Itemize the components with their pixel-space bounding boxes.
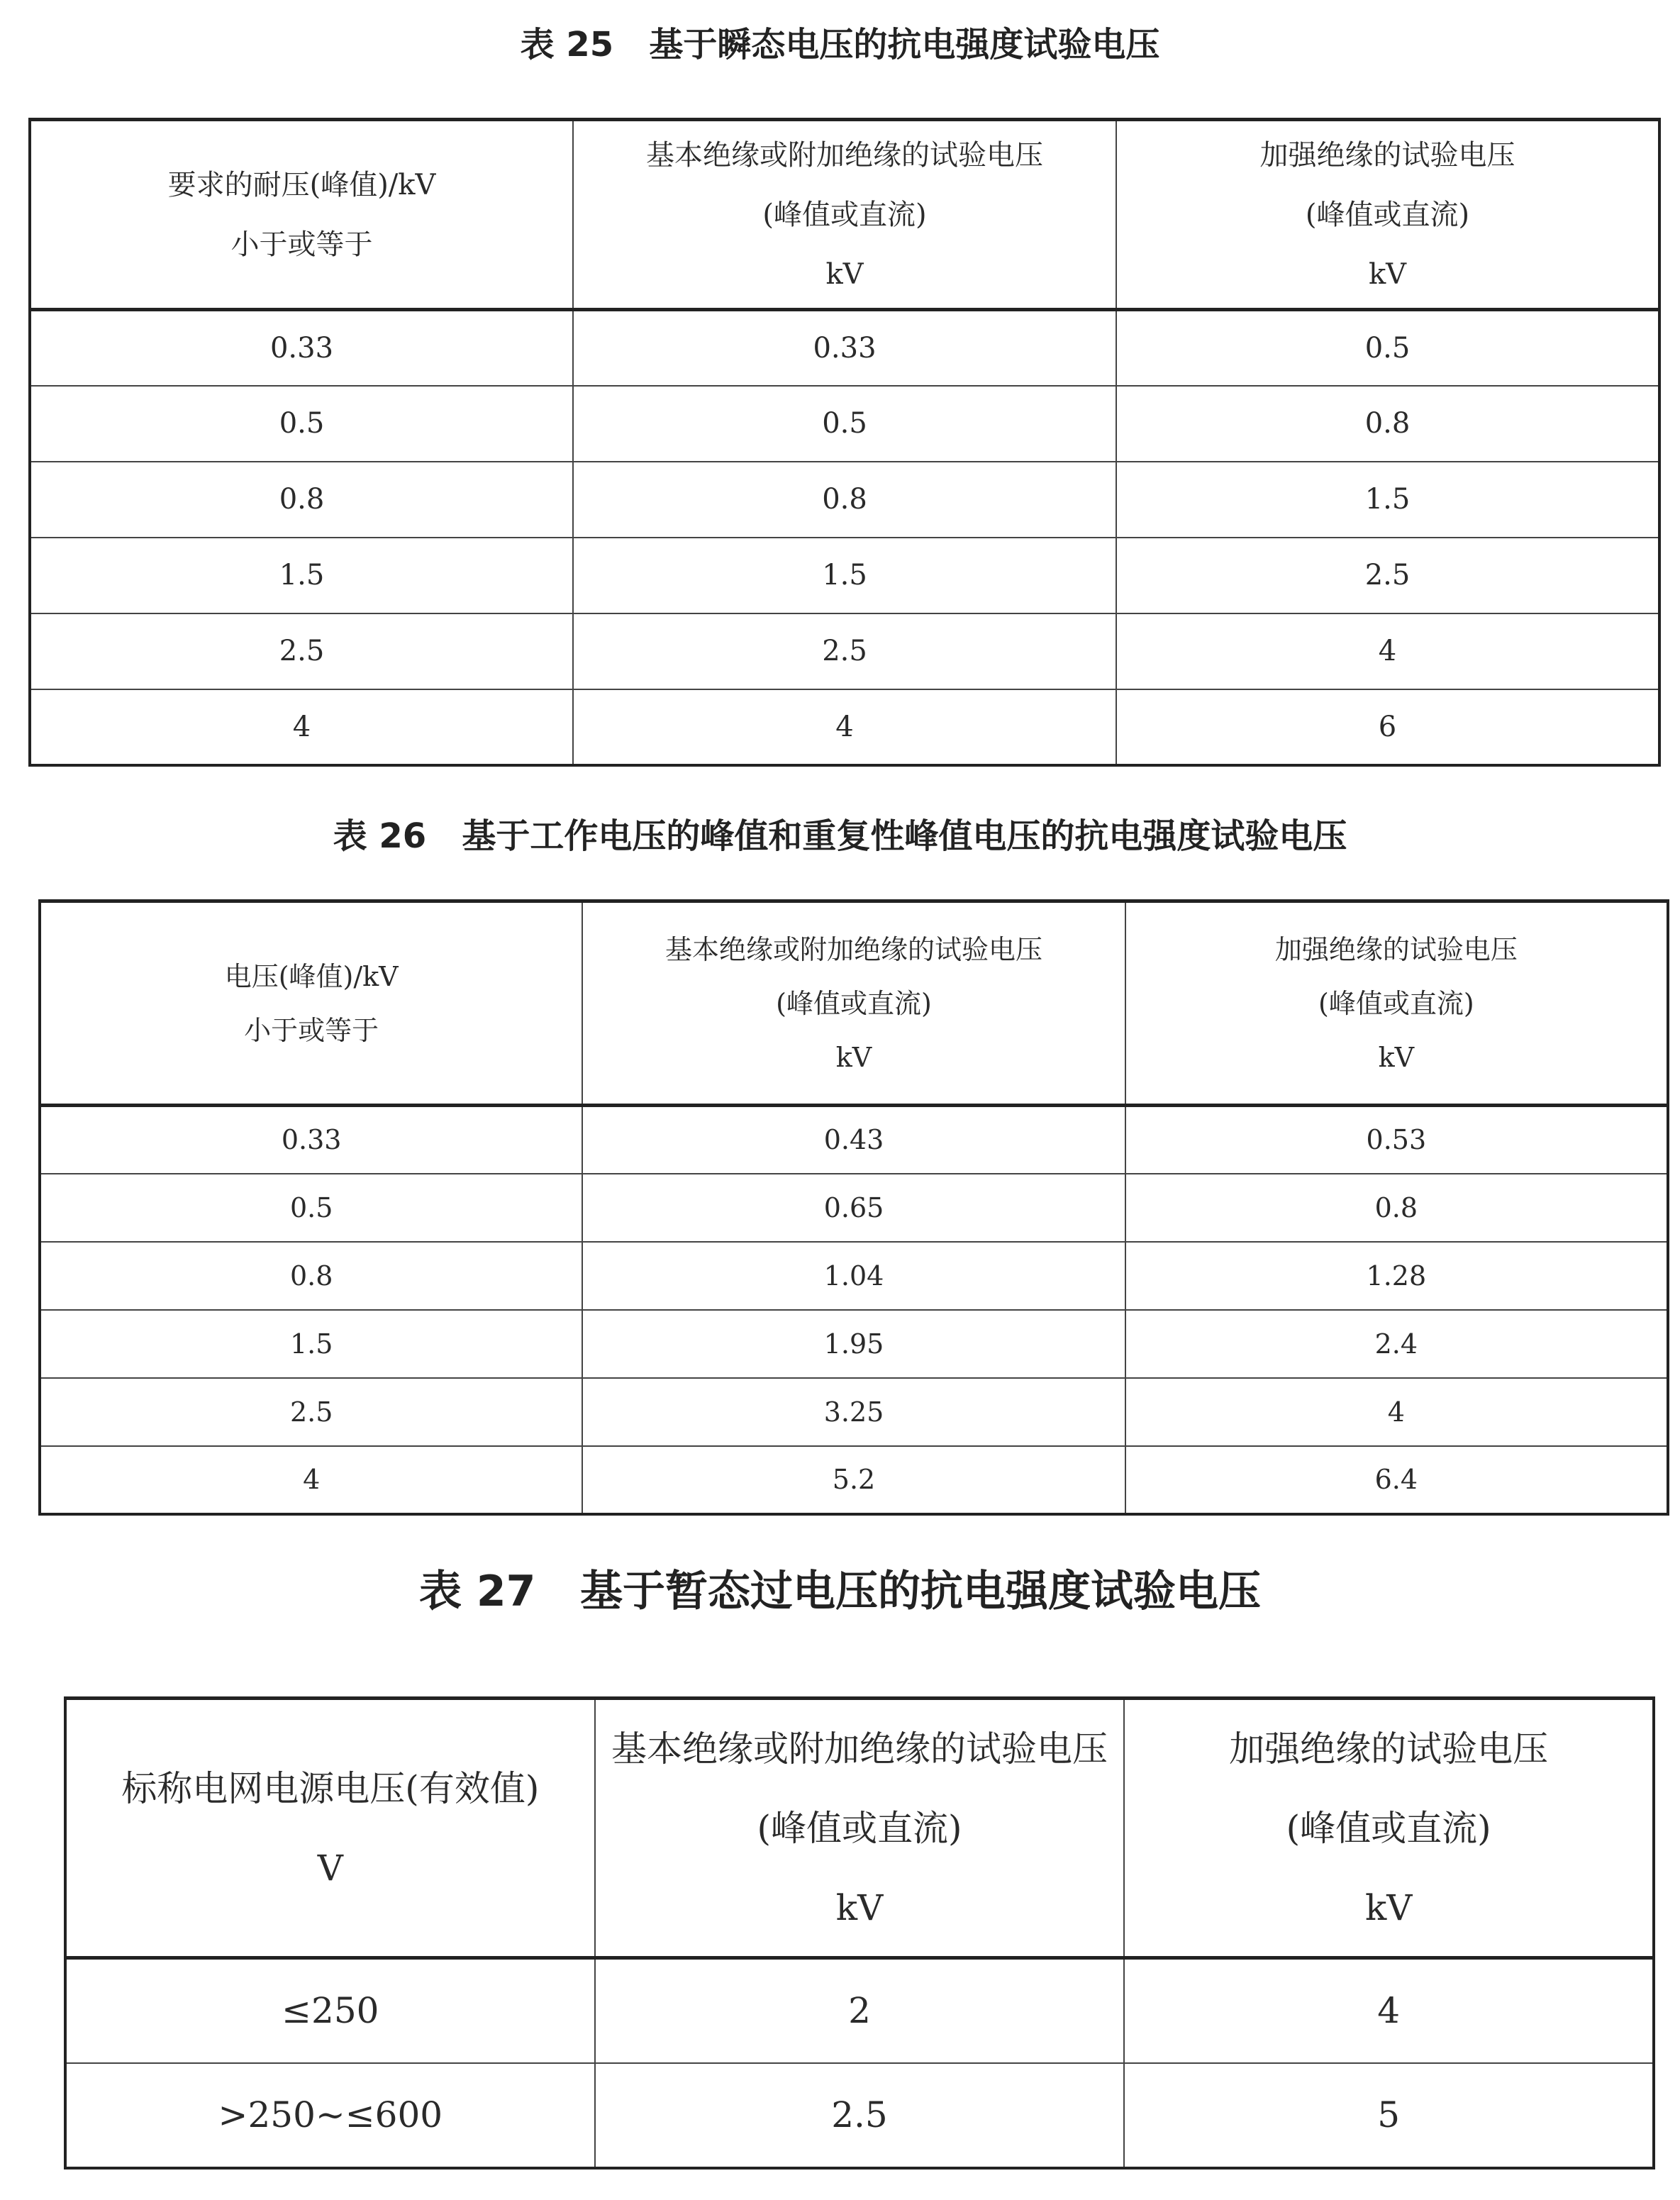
column-header-line: 标称电网电源电压(有效值) bbox=[121, 1767, 540, 1809]
table-cell: 2.5 bbox=[595, 2063, 1125, 2168]
table-cell: 0.8 bbox=[1116, 386, 1659, 462]
table-26 bbox=[38, 899, 1669, 1516]
table-row bbox=[40, 1106, 1668, 1174]
column-header-line: 基本绝缘或附加绝缘的试验电压 bbox=[646, 138, 1043, 172]
column-header-line: 基本绝缘或附加绝缘的试验电压 bbox=[664, 933, 1042, 965]
table-27-caption: 表 27 基于暂态过电压的抗电强度试验电压 bbox=[418, 1567, 1262, 1616]
table-row bbox=[40, 1174, 1668, 1242]
table-cell: 2.5 bbox=[40, 1378, 582, 1446]
table-cell: 2.5 bbox=[30, 613, 573, 689]
column-header-line: kV bbox=[835, 1887, 884, 1928]
table-cell: 1.5 bbox=[40, 1310, 582, 1378]
table-cell: 0.8 bbox=[30, 462, 573, 538]
table-cell: 4 bbox=[1125, 1378, 1668, 1446]
table-cell: 5 bbox=[1124, 2063, 1654, 2168]
column-header-line: (峰值或直流) bbox=[1286, 1807, 1491, 1849]
column-header-line: 加强绝缘的试验电压 bbox=[1259, 138, 1515, 172]
column-header-line: kV bbox=[1378, 1041, 1415, 1073]
table-cell: 2.4 bbox=[1125, 1310, 1668, 1378]
column-header-line: V bbox=[317, 1847, 343, 1889]
table-cell: 4 bbox=[1116, 613, 1659, 689]
column-header-line: 小于或等于 bbox=[230, 228, 373, 261]
table-cell: 0.8 bbox=[1125, 1174, 1668, 1242]
table-cell: 0.8 bbox=[573, 462, 1116, 538]
table-cell: 0.33 bbox=[573, 310, 1116, 386]
column-header-line: 基本绝缘或附加绝缘的试验电压 bbox=[611, 1728, 1108, 1770]
column-header-line: 加强绝缘的试验电压 bbox=[1229, 1728, 1549, 1770]
table-cell: 1.5 bbox=[573, 538, 1116, 613]
column-header bbox=[1116, 120, 1659, 310]
table-cell: 1.95 bbox=[582, 1310, 1125, 1378]
table-cell: 1.28 bbox=[1125, 1242, 1668, 1310]
table-row bbox=[30, 613, 1659, 689]
column-header bbox=[582, 901, 1125, 1106]
table-row bbox=[30, 386, 1659, 462]
header-row bbox=[30, 120, 1659, 310]
table-cell: 4 bbox=[40, 1446, 582, 1514]
column-header bbox=[1125, 901, 1668, 1106]
table-row bbox=[30, 310, 1659, 386]
column-header bbox=[40, 901, 582, 1106]
table-cell: 1.04 bbox=[582, 1242, 1125, 1310]
table-cell: 4 bbox=[573, 689, 1116, 765]
table-cell: 0.43 bbox=[582, 1106, 1125, 1174]
header-row bbox=[65, 1699, 1654, 1958]
table-row bbox=[30, 689, 1659, 765]
column-header-line: kV bbox=[825, 257, 864, 291]
table-cell: 0.5 bbox=[30, 386, 573, 462]
table-row bbox=[40, 1310, 1668, 1378]
column-header-line: (峰值或直流) bbox=[757, 1807, 962, 1849]
column-header-line: kV bbox=[1368, 257, 1407, 291]
table-cell: 0.53 bbox=[1125, 1106, 1668, 1174]
table-25 bbox=[28, 118, 1661, 767]
table-cell: >250~≤600 bbox=[65, 2063, 595, 2168]
table-row bbox=[65, 2063, 1654, 2168]
column-header-line: (峰值或直流) bbox=[1305, 198, 1470, 231]
table-row bbox=[40, 1242, 1668, 1310]
table-25-caption: 表 25 基于瞬态电压的抗电强度试验电压 bbox=[520, 25, 1160, 65]
column-header-line: (峰值或直流) bbox=[762, 198, 927, 231]
table-cell: 0.8 bbox=[40, 1242, 582, 1310]
table-cell: 1.5 bbox=[1116, 462, 1659, 538]
table-cell: 6.4 bbox=[1125, 1446, 1668, 1514]
table-cell: 2.5 bbox=[573, 613, 1116, 689]
table-cell: ≤250 bbox=[65, 1958, 595, 2063]
column-header-line: 小于或等于 bbox=[244, 1014, 379, 1046]
column-header-line: (峰值或直流) bbox=[1318, 987, 1474, 1019]
table-cell: 0.5 bbox=[40, 1174, 582, 1242]
column-header-line: 电压(峰值)/kV bbox=[224, 960, 399, 992]
table-cell: 2.5 bbox=[1116, 538, 1659, 613]
column-header-line: kV bbox=[835, 1041, 872, 1073]
table-cell: 4 bbox=[30, 689, 573, 765]
table-26-caption: 表 26 基于工作电压的峰值和重复性峰值电压的抗电强度试验电压 bbox=[333, 816, 1347, 856]
column-header-line: (峰值或直流) bbox=[776, 987, 932, 1019]
table-cell: 0.65 bbox=[582, 1174, 1125, 1242]
column-header bbox=[595, 1699, 1125, 1958]
table-row bbox=[40, 1446, 1668, 1514]
table-cell: 5.2 bbox=[582, 1446, 1125, 1514]
table-cell: 2 bbox=[595, 1958, 1125, 2063]
column-header-line: 要求的耐压(峰值)/kV bbox=[167, 168, 436, 201]
column-header bbox=[30, 120, 573, 310]
table-row bbox=[30, 538, 1659, 613]
column-header bbox=[573, 120, 1116, 310]
table-27 bbox=[64, 1696, 1655, 2170]
table-row bbox=[40, 1378, 1668, 1446]
header-row bbox=[40, 901, 1668, 1106]
column-header bbox=[65, 1699, 595, 1958]
table-cell: 1.5 bbox=[30, 538, 573, 613]
table-cell: 0.5 bbox=[1116, 310, 1659, 386]
column-header bbox=[1124, 1699, 1654, 1958]
column-header-line: 加强绝缘的试验电压 bbox=[1274, 933, 1518, 965]
table-cell: 4 bbox=[1124, 1958, 1654, 2063]
table-row bbox=[65, 1958, 1654, 2063]
table-row bbox=[30, 462, 1659, 538]
table-cell: 3.25 bbox=[582, 1378, 1125, 1446]
column-header-line: kV bbox=[1364, 1887, 1413, 1928]
table-cell: 0.5 bbox=[573, 386, 1116, 462]
table-cell: 0.33 bbox=[40, 1106, 582, 1174]
table-cell: 0.33 bbox=[30, 310, 573, 386]
table-cell: 6 bbox=[1116, 689, 1659, 765]
